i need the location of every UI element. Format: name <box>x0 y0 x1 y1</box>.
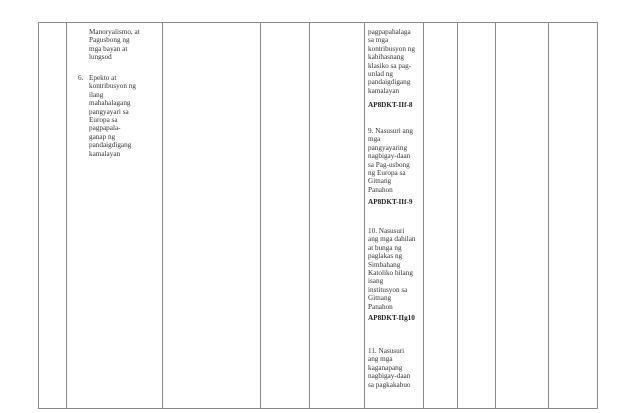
text-line: nagbigay-daan <box>368 152 411 161</box>
text-line: Panahon <box>368 302 393 311</box>
competency-code: AP8DKT-IIf-9 <box>368 198 413 206</box>
column-border <box>495 22 496 409</box>
competency-item-10 <box>368 227 422 311</box>
text-line: kamalayan <box>89 149 121 158</box>
text-line: pandaigdigang <box>89 141 132 150</box>
text-line: kontribusyon ng <box>368 44 415 53</box>
text-line: ng Europa sa <box>368 169 406 178</box>
column-border <box>66 22 67 409</box>
text-line: pagpapala- <box>89 124 121 133</box>
text-line: lungsod <box>89 53 112 62</box>
text-line: ganap ng <box>89 132 116 141</box>
text-line: kaganapang <box>368 363 403 372</box>
text-line: sa Pag-usbong <box>368 160 410 169</box>
text-line: klasiko sa pag- <box>368 61 412 70</box>
text-line: 10. Nasusuri <box>368 227 405 235</box>
text-line: unlad ng <box>368 70 393 79</box>
text-line: Pagusbong ng <box>89 36 130 45</box>
text-line: paglakas ng <box>368 252 403 261</box>
text-line: mahahalagang <box>89 99 131 108</box>
text-line: kabihasnang <box>368 53 404 62</box>
table-top-border <box>38 22 598 23</box>
text-line: ang mga dahilan <box>368 235 416 244</box>
text-line: Panahon <box>368 185 393 194</box>
competency-continuation <box>368 28 422 95</box>
content-item-6 <box>89 74 161 158</box>
column-border <box>457 22 458 409</box>
text-line: pandaigdigang <box>368 78 411 87</box>
text-line: pangyayari sa <box>89 107 129 116</box>
text-line: Epekto at <box>89 74 117 82</box>
text-line: at bunga ng <box>368 243 402 252</box>
text-line: Katoliko bilang <box>368 269 413 278</box>
content-item-continuation <box>89 28 161 62</box>
competency-code: AP8DKT-IIg10 <box>368 314 415 322</box>
text-line: pangyayaring <box>368 143 408 152</box>
text-line: sa mga <box>368 36 389 45</box>
text-line: ang mga <box>368 355 393 364</box>
text-line: ilang <box>89 90 104 99</box>
text-line: mga bayan at <box>89 44 128 53</box>
table-bottom-border <box>38 408 598 409</box>
text-line: pagpapahalaga <box>368 28 411 36</box>
text-line: isang <box>368 277 384 286</box>
text-line: 9. Nasusuri ang <box>368 127 413 135</box>
column-border <box>364 22 365 409</box>
column-border <box>423 22 424 409</box>
competency-item-11 <box>368 347 422 389</box>
text-line: Gitnang <box>368 177 392 186</box>
column-border <box>260 22 261 409</box>
text-line: 11. Nasusuri <box>368 347 405 355</box>
text-line: Manoryalismo, at <box>89 28 140 36</box>
text-line: sa pagkakabuo <box>368 380 411 389</box>
column-border <box>597 22 598 409</box>
text-line: Simbahang <box>368 260 401 269</box>
column-border <box>162 22 163 409</box>
text-line: kamalayan <box>368 86 400 95</box>
text-line: institusyon sa <box>368 285 408 294</box>
column-border <box>309 22 310 409</box>
competency-item-9 <box>368 127 422 194</box>
column-border <box>38 22 39 409</box>
text-line: Europa sa <box>89 116 118 125</box>
text-line: Gitnang <box>368 294 392 303</box>
text-line: nagbigay-daan <box>368 372 411 381</box>
text-line: mga <box>368 135 381 144</box>
column-border <box>548 22 549 409</box>
text-line: kontribusyon ng <box>89 82 136 91</box>
competency-code: AP8DKT-IIf-8 <box>368 101 413 109</box>
list-number: 6. <box>78 74 84 82</box>
